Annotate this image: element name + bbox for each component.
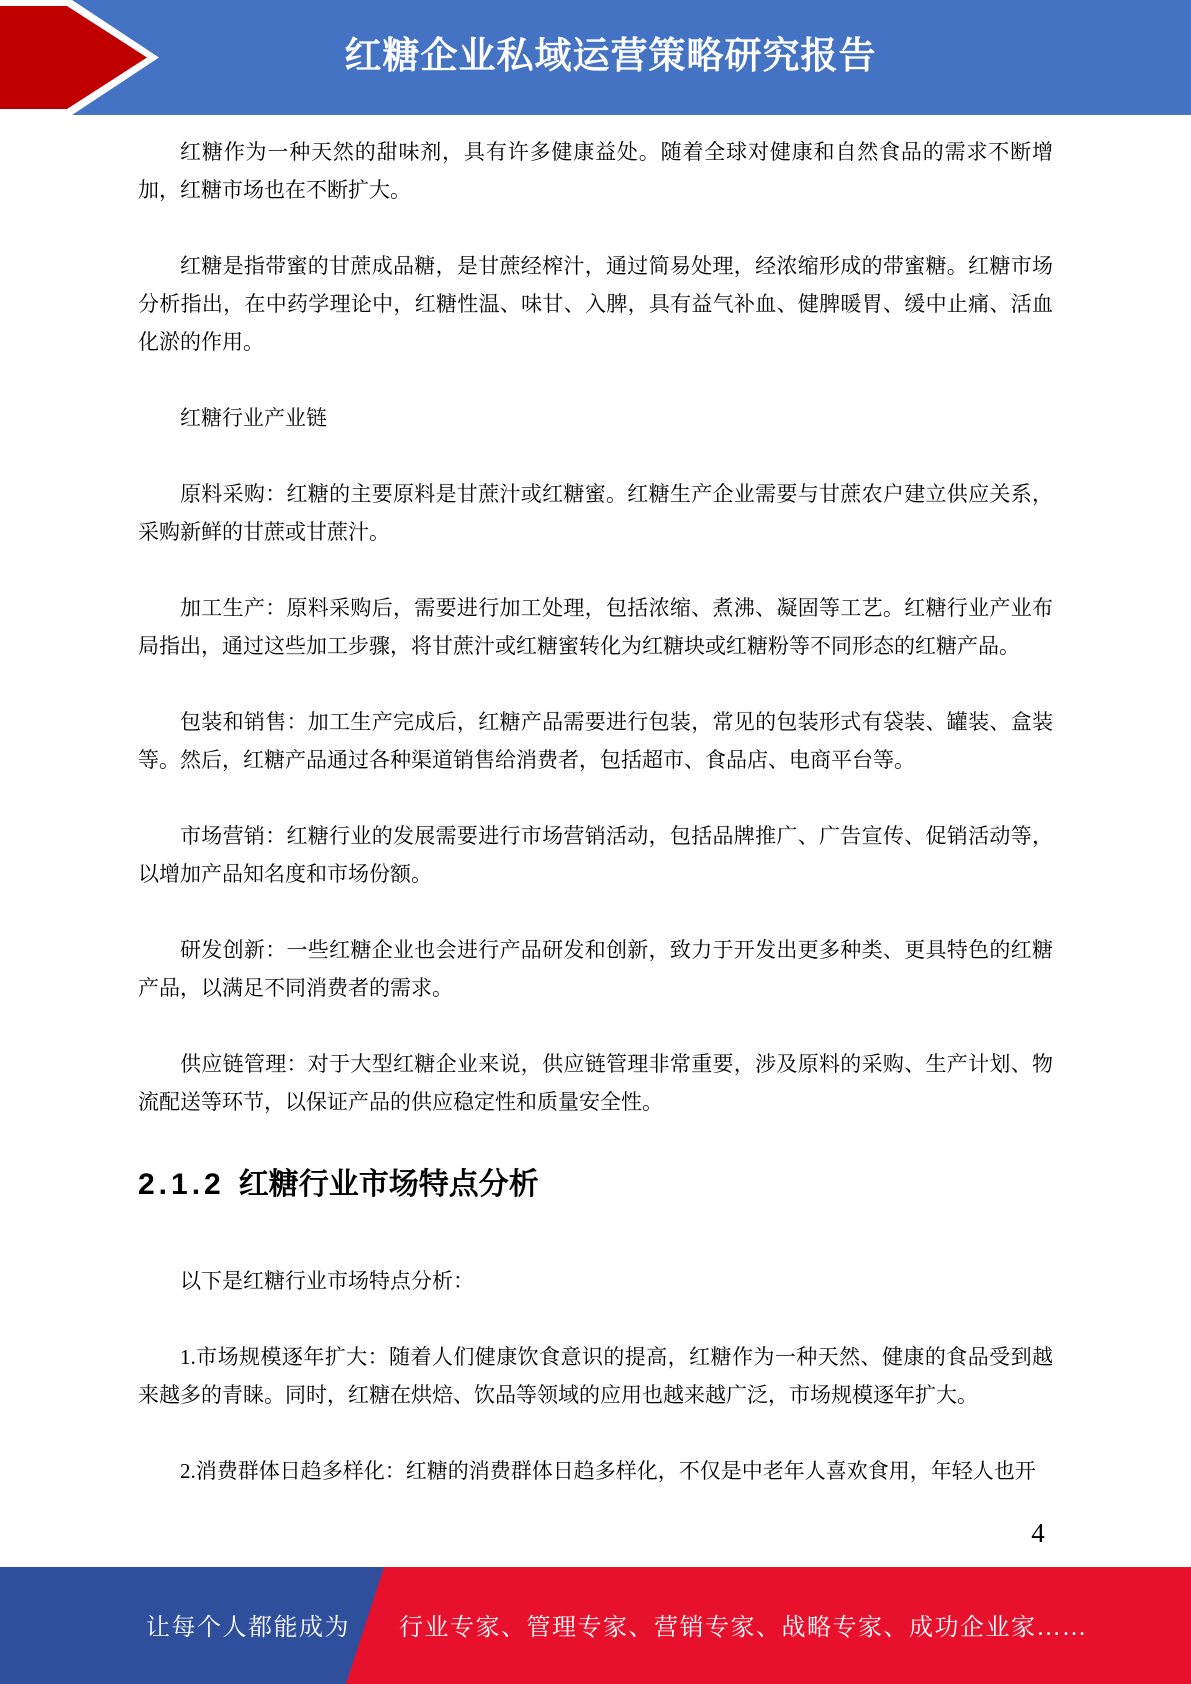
footer-banner [0,1567,1191,1684]
body-paragraph: 研发创新：一些红糖企业也会进行产品研发和创新，致力于开发出更多种类、更具特色的红糖产品，以满足不同消费者的需求。 [138,938,1053,1000]
body-paragraph: 包装和销售：加工生产完成后，红糖产品需要进行包装，常见的包装形式有袋装、罐装、盒装等。然后，红糖产品通过各种渠道销售给消费者，包括超市、食品店、电商平台等。 [138,710,1053,772]
body-paragraph: 供应链管理：对于大型红糖企业来说，供应链管理非常重要，涉及原料的采购、生产计划、物流配送等环节，以保证产品的供应稳定性和质量安全性。 [138,1052,1053,1114]
body-paragraph: 原料采购：红糖的主要原料是甘蔗汁或红糖蜜。红糖生产企业需要与甘蔗农户建立供应关系，采购新鲜的甘蔗或甘蔗汁。 [138,482,1053,544]
body-paragraph: 以下是红糖行业市场特点分析： [180,1269,474,1293]
footer-slogan-left: 让每个人都能成为 [146,1615,350,1641]
footer-slogan-right: 行业专家、管理专家、营销专家、战略专家、成功企业家…… [399,1615,1088,1641]
body-paragraph: 市场营销：红糖行业的发展需要进行市场营销活动，包括品牌推广、广告宣传、促销活动等，以增加产品知名度和市场份额。 [138,824,1053,886]
section-heading [138,1163,1053,1207]
section-title: 红糖行业市场特点分析 [238,1168,539,1201]
body-paragraph: 红糖作为一种天然的甜味剂，具有许多健康益处。随着全球对健康和自然食品的需求不断增加，红糖市场也在不断扩大。 [138,140,1053,202]
body-paragraph: 1.市场规模逐年扩大：随着人们健康饮食意识的提高，红糖作为一种天然、健康的食品受到越来越多的青睐。同时，红糖在烘焙、饮品等领域的应用也越来越广泛，市场规模逐年扩大。 [138,1345,1053,1407]
header-banner [0,0,1191,115]
arrow-icon [0,0,165,115]
section-number: 2.1.2 [138,1168,225,1201]
body-paragraph: 红糖是指带蜜的甘蔗成品糖，是甘蔗经榨汁，通过简易处理，经浓缩形成的带蜜糖。红糖市场分析指出，在中药学理论中，红糖性温、味甘、入脾，具有益气补血、健脾暖胃、缓中止痛、活血化淤的作用。 [138,254,1053,354]
body-paragraph: 加工生产：原料采购后，需要进行加工处理，包括浓缩、煮沸、凝固等工艺。红糖行业产业布局指出，通过这些加工步骤，将甘蔗汁或红糖蜜转化为红糖块或红糖粉等不同形态的红糖产品。 [138,596,1053,658]
body-paragraph: 2.消费群体日趋多样化：红糖的消费群体日趋多样化，不仅是中老年人喜欢食用，年轻人也开 [180,1459,1036,1483]
page-title: 红糖企业私域运营策略研究报告 [344,35,877,76]
document-body [138,115,1053,1490]
body-paragraph: 红糖行业产业链 [180,406,327,430]
page-number: 4 [1031,1518,1045,1548]
